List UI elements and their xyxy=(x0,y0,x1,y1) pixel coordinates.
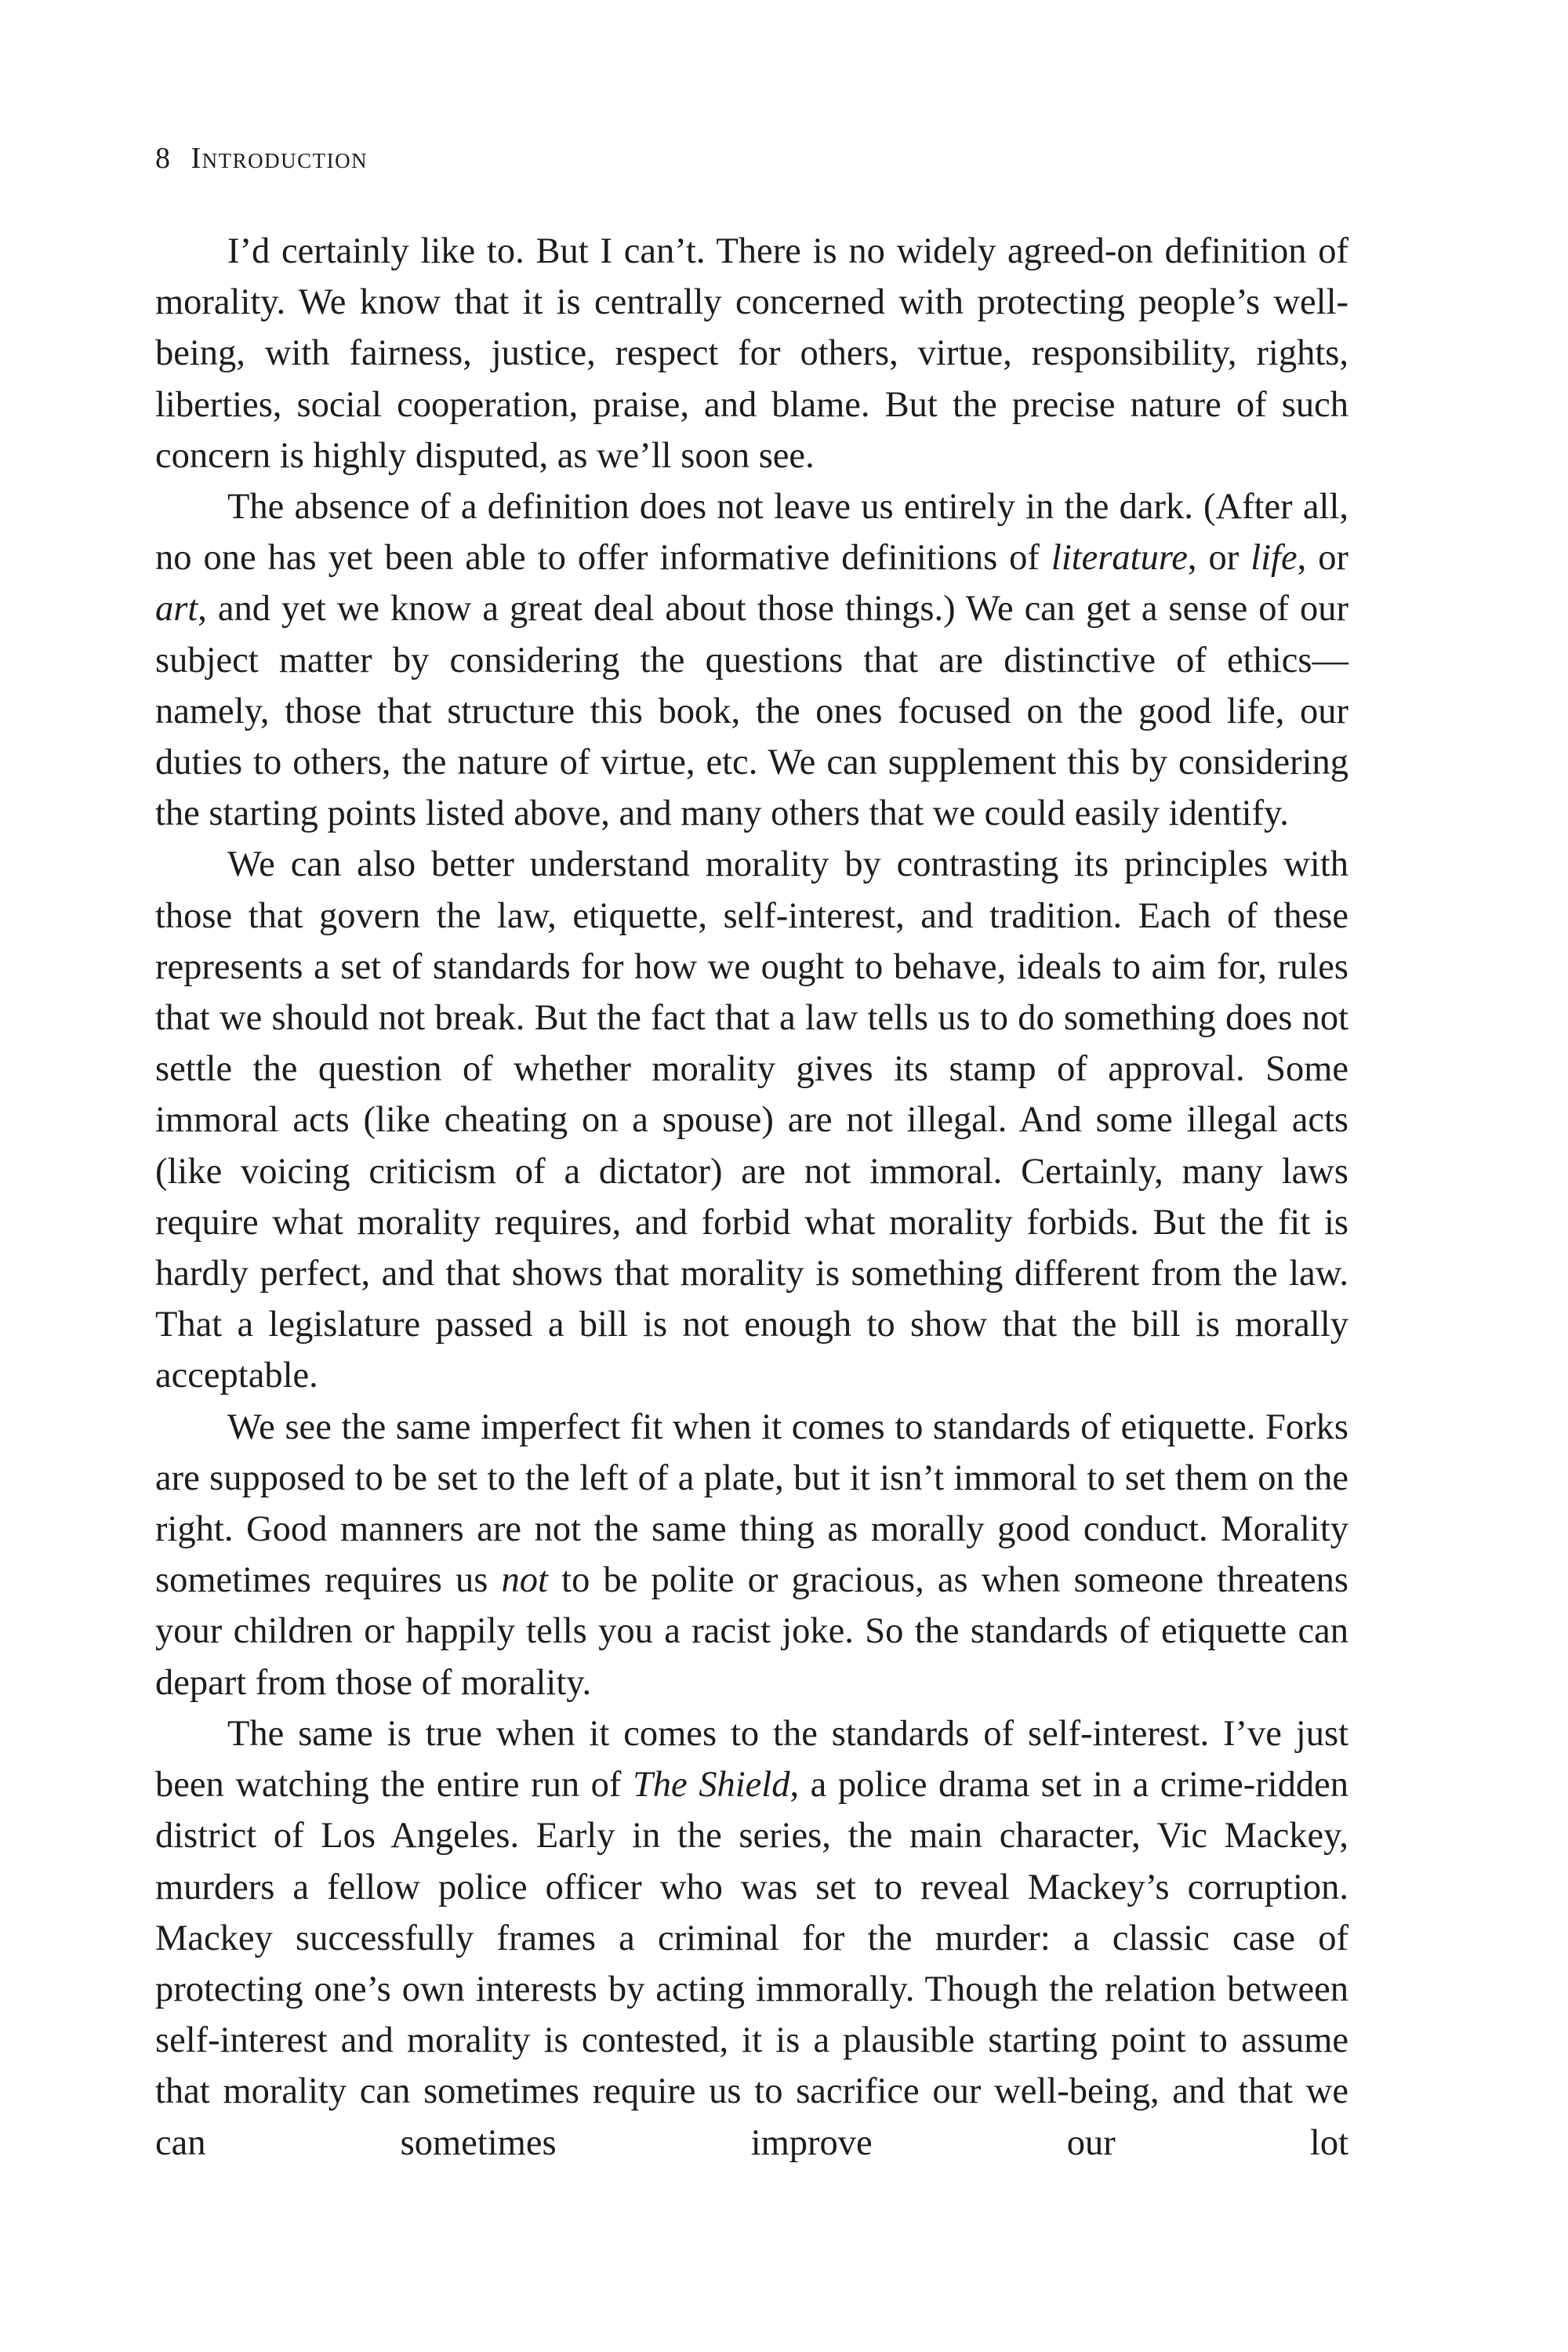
chapter-title: Introduction xyxy=(191,142,368,175)
page-number: 8 xyxy=(155,142,171,175)
text-run: , and yet we know a great deal about those things.) We can get a sense of our subject matter by considering the questions that are distinctive of ethics—namely, those that structure this book, the ones focused on the good life, our duties to others, the nature of virtue, etc. We can supplement this by considering the starting points listed above, and many others that we could easily identify. xyxy=(155,589,1348,834)
paragraph xyxy=(155,226,1348,481)
italic-text: art xyxy=(155,589,198,630)
italic-text: not xyxy=(501,1560,548,1601)
paragraph xyxy=(155,1708,1348,2169)
text-run: , or xyxy=(1187,538,1251,579)
body-text xyxy=(155,226,1348,2169)
italic-text: The Shield xyxy=(632,1765,790,1806)
text-run: The absence of a definition does not leave us entirely in the dark. (After all, no one has yet been able to offer informative definitions of xyxy=(155,487,1348,579)
paragraph xyxy=(155,1402,1348,1708)
paragraph xyxy=(155,839,1348,1401)
running-head xyxy=(155,140,368,177)
italic-text: literature xyxy=(1051,538,1188,579)
text-run: We see the same imperfect fit when it comes to standards of etiquette. Forks are supposed to be set to the left of a plate, but it isn’t immoral to set them on the right. Good manners are not the same thing as morally good conduct. Morality sometimes requires us xyxy=(155,1406,1348,1601)
paragraph xyxy=(155,481,1348,839)
text-run: The same is true when it comes to the standards of self-interest. I’ve just been watching the entire run of xyxy=(155,1713,1348,1806)
text-run: We can also better understand morality by contrasting its principles with those that govern the law, etiquette, self-interest, and tradition. Each of these represents a set of standards for how we ought to behave, ideals to aim for, rules that we should not break. But the fact that a law tells us to do something does not settle the question of whether morality gives its stamp of approval. Some immoral acts (like cheating on a spouse) are not illegal. And some illegal acts (like voicing criticism of a dictator) are not immoral. Certainly, many laws require what morality requires, and forbid what morality forbids. But the fit is hardly perfect, and that shows that morality is something different from the law. That a legislature passed a bill is not enough to show that the bill is morally acceptable. xyxy=(155,844,1348,1396)
text-run: , a police drama set in a crime-ridden district of Los Angeles. Early in the series, the main character, Vic Mackey, murders a fellow police officer who was set to reveal Mackey’s corruption. Mackey successfully frames a criminal for the murder: a classic case of protecting one’s own interests by acting immorally. Though the relation between self-interest and morality is contested, it is a plausible starting point to assume that morality can sometimes require us to sacrifice our well-being, and that we can sometimes improve our lot xyxy=(155,1765,1348,2163)
text-run: , or xyxy=(1297,538,1348,579)
italic-text: life xyxy=(1250,538,1298,579)
text-run: I’d certainly like to. But I can’t. There is no widely agreed-on definition of morality. We know that it is centrally concerned with protecting people’s well-being, with fairness, justice, respect for others, virtue, responsibility, rights, liberties, social cooperation, praise, and blame. But the precise nature of such concern is highly disputed, as we’ll soon see. xyxy=(155,231,1348,476)
text-run: to be polite or gracious, as when someone threatens your children or happily tells you a racist joke. So the standards of etiquette can depart from those of morality. xyxy=(155,1560,1348,1703)
